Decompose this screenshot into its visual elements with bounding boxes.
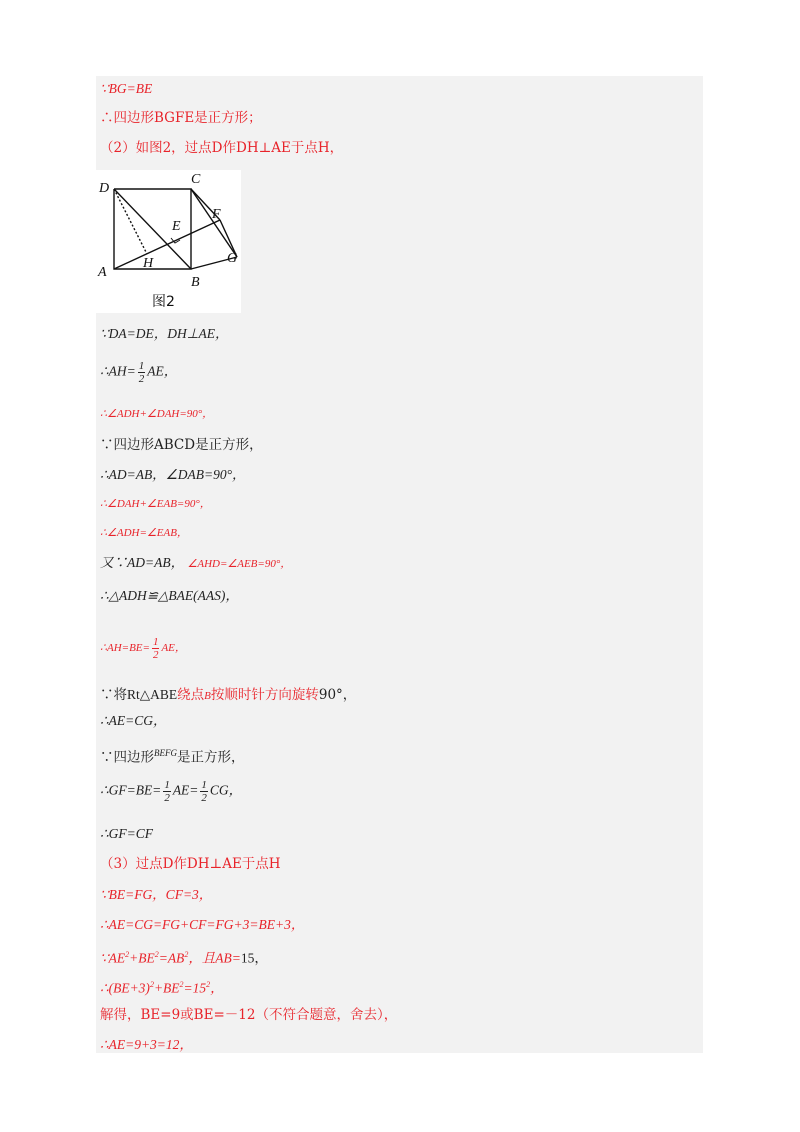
segment-cg (191, 189, 237, 257)
label-a: A (98, 265, 107, 280)
geometry-figure (96, 170, 241, 313)
line-gf-be-half-cg (100, 779, 242, 804)
text-part: AE， (147, 363, 178, 379)
text-part: ∵AE (100, 950, 126, 966)
line-part3-intro: （3）过点D作DH⊥AE于点H (100, 856, 281, 872)
label-h: H (143, 256, 154, 271)
line-equation (100, 976, 224, 998)
fraction-denominator: 2 (201, 792, 207, 804)
line-adh-eq-eab: ∴∠ADH=∠EAB， (100, 527, 188, 539)
text-part: =AB (158, 950, 185, 966)
fraction-numerator: 1 (164, 779, 170, 791)
superscript: 2 (154, 950, 159, 959)
text-part: ∵将 (100, 687, 127, 703)
line-square-abcd: ∵四边形ABCD是正方形， (100, 437, 263, 453)
text-part: AE， (161, 642, 186, 655)
text-part: CG， (209, 782, 243, 798)
line-ae-cg: ∴AE=CG， (100, 713, 167, 728)
fraction-half (163, 779, 171, 804)
text-part: Rt△ABE (127, 687, 178, 702)
line-gf-cf: ∴GF=CF (100, 826, 153, 841)
line-congruent: ∴△ADH≌△BAE(AAS)， (100, 588, 239, 603)
fraction-numerator: 1 (138, 360, 145, 372)
segment-dh-dashed (114, 189, 147, 254)
line-square-bgfe: ∴四边形BGFE是正方形； (100, 110, 262, 126)
text-part: 又∵AD=AB， (100, 555, 185, 570)
label-b: B (191, 275, 200, 290)
fraction-numerator: 1 (201, 779, 207, 791)
text-part: =15 (183, 980, 207, 996)
superscript: 2 (149, 980, 154, 989)
text-part: 15， (240, 950, 268, 966)
text-part: 90°， (318, 687, 357, 703)
line-part2-intro: （2）如图2，过点D作DH⊥AE于点H， (100, 140, 344, 156)
text-part: ∴(BE+3) (100, 980, 150, 996)
line-be-fg-cf3: ∵BE=FG，CF=3， (100, 887, 213, 902)
label-e: E (172, 219, 181, 234)
line-square-befg (100, 744, 245, 767)
label-f: F (212, 207, 221, 222)
text-part: ∴GF=BE= (100, 782, 162, 798)
figure-caption: 图2 (152, 294, 175, 310)
superscript: 2 (125, 950, 130, 959)
superscript: 2 (179, 980, 184, 989)
line-ah-be-half-ae (100, 636, 186, 661)
text-part: +BE (153, 980, 180, 996)
label-g: G (227, 251, 238, 266)
line-ah-half-ae (100, 360, 177, 385)
line-rotation (100, 686, 356, 705)
fraction-half (138, 360, 146, 385)
line-solve: 解得，BE=9或BE=－12（不符合题意，舍去）， (100, 1007, 398, 1023)
text-part: 绕点 (177, 687, 205, 703)
text-part: ∴AH=BE= (100, 642, 150, 655)
fraction-half (200, 779, 208, 804)
text-part: AE= (172, 782, 199, 798)
fraction-denominator: 2 (152, 649, 159, 661)
line-bg-equals-be: ∵BG=BE (100, 81, 153, 96)
line-ad-ab-angles (100, 554, 291, 573)
superscript: 2 (184, 950, 189, 959)
fraction-denominator: 2 (138, 373, 145, 385)
text-part: ∴AH= (100, 363, 136, 379)
figure-svg (96, 170, 241, 313)
fraction-half (152, 636, 160, 661)
line-adh-dah-90: ∴∠ADH+∠DAH=90°， (100, 408, 214, 420)
text-part: BEFG (154, 748, 177, 758)
line-dah-eab-90: ∴∠DAH+∠EAB=90°， (100, 498, 211, 510)
superscript: 2 (206, 980, 211, 989)
text-part: ∠AHD=∠AEB=90°， (187, 558, 292, 570)
fraction-denominator: 2 (164, 792, 170, 804)
line-ae-12: ∴AE=9+3=12， (100, 1037, 193, 1052)
line-pythagoras (100, 946, 268, 968)
text-part: ∵四边形 (100, 749, 154, 766)
line-da-de: ∵DA=DE，DH⊥AE， (100, 326, 229, 341)
text-part: B (204, 690, 211, 702)
line-ad-ab-dab90: ∴AD=AB，∠DAB=90°， (100, 467, 246, 482)
text-part: 按顺时针方向旋转 (210, 687, 319, 703)
label-d: D (99, 181, 110, 196)
line-ae-cg-be3: ∴AE=CG=FG+CF=FG+3=BE+3， (100, 917, 305, 932)
text-part: +BE (129, 950, 155, 966)
text-part: 是正方形， (177, 749, 245, 766)
text-part: ，且AB= (188, 950, 241, 966)
label-c: C (191, 172, 201, 187)
fraction-numerator: 1 (152, 636, 159, 648)
text-part: ， (210, 980, 224, 996)
